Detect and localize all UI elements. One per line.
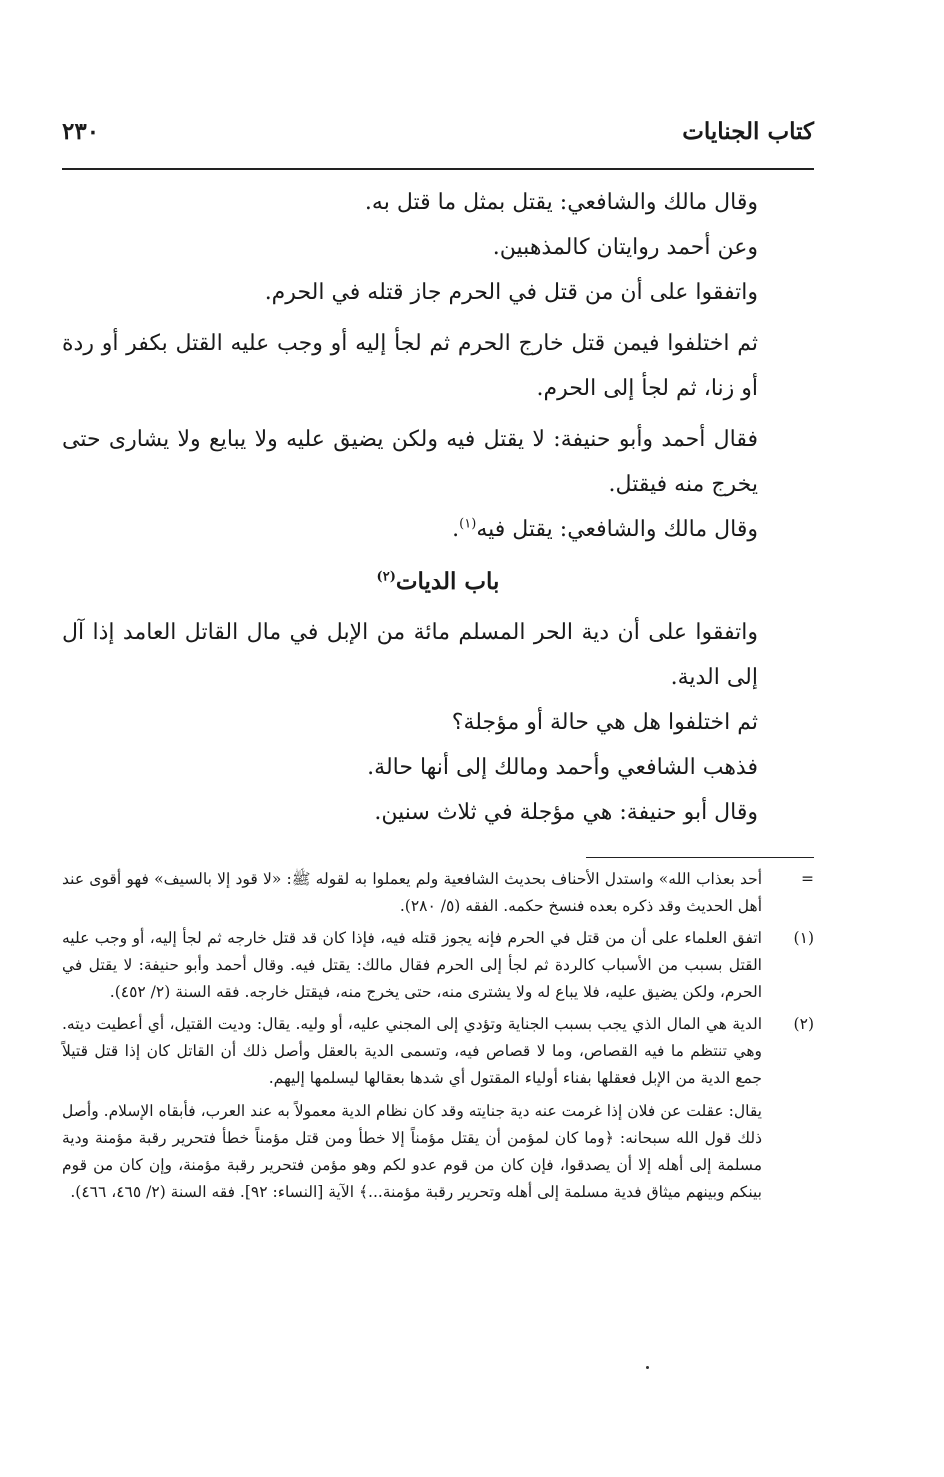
footnote: [62, 866, 814, 920]
footnote-mark: =: [801, 870, 814, 888]
book-title: كتاب الجنايات: [682, 118, 814, 145]
footnote-text: يقال: عقلت عن فلان إذا غرمت عنه دية جنايته وقد كان نظام الدية معمولاً به عند العرب، فأبقاه الإسلام. وأصل ذلك قول الله سبحانه: ﴿وما كان لمؤمن أن يقتل مؤمناً إلا خطأ ومن قتل مؤمناً خطأ فتحرير رقبة مؤمنة ودية مسلمة إلى أهله إلا أن يصدقوا، فإن كان من قوم عدو لكم وهو مؤمن فتحرير رقبة مؤمنة، وإن كان من قوم بينكم وبينهم ميثاق فدية مسلمة إلى أهله وتحرير رقبة مؤمنة...﴾ الآية [النساء: ٩٢]. فقه السنة (٢/ ٤٦٥، ٤٦٦).: [62, 1102, 762, 1201]
footnote-body: [62, 866, 762, 920]
paragraph: وقال مالك والشافعي: يقتل بمثل ما قتل به.: [364, 190, 758, 215]
footnote-body: [62, 925, 762, 1006]
footnote-mark: (١): [793, 929, 814, 947]
footnote-reference: (٢): [376, 569, 396, 585]
section-heading: [62, 560, 814, 604]
footnote-text: أحد بعذاب الله» واستدل الأحناف بحديث الشافعية ولم يعملوا به لقوله ﷺ: «لا قود إلا بالسيف» فهو أقوى عند أهل الحديث وقد ذكره بعده فنسخ حكمه. الفقه (٥/ ٢٨٠).: [62, 870, 762, 915]
footnote: [62, 1011, 814, 1206]
footnote: [62, 925, 814, 1006]
footnote-mark: (٢): [793, 1015, 814, 1033]
paragraph: واتفقوا على أن دية الحر المسلم مائة من الإبل في مال القاتل العامد إذا آل إلى الدية.: [62, 620, 758, 690]
main-text: [62, 180, 814, 835]
footnote-divider: [586, 857, 814, 858]
running-header: [62, 118, 814, 170]
paragraph-end: .: [452, 517, 460, 542]
paragraph: ثم اختلفوا هل هي حالة أو مؤجلة؟: [451, 710, 758, 735]
paragraph-text: وقال مالك والشافعي: يقتل فيه: [476, 517, 758, 542]
footnotes: [62, 866, 814, 1206]
footnote-body: [62, 1011, 762, 1206]
footnote-reference: (١): [459, 516, 477, 532]
section-heading-text: باب الديات: [395, 568, 500, 595]
paragraph: فقال أحمد وأبو حنيفة: لا يقتل فيه ولكن يضيق عليه ولا يبايع ولا يشارى حتى يخرج منه فيقتل.: [62, 427, 758, 497]
footnote-text: اتفق العلماء على أن من قتل في الحرم فإنه يجوز قتله فيه، فإذا كان قد قتل خارجه ثم لجأ إليه، أو وجب عليه القتل بسبب من الأسباب كالردة ثم لجأ إلى الحرم فقال مالك: يقتل فيه. وقال أحمد وأبو حنيفة: لا يقتل في الحرم، ولكن يضيق عليه، فلا يباع له ولا يشترى منه، حتى يخرج منه، فيقتل خارجه. فقه السنة (٢/ ٤٥٢).: [62, 929, 762, 1001]
paragraph: فذهب الشافعي وأحمد ومالك إلى أنها حالة.: [367, 755, 758, 780]
paragraph: [62, 507, 814, 552]
scan-speck: [646, 1366, 649, 1369]
paragraph: ثم اختلفوا فيمن قتل خارج الحرم ثم لجأ إليه أو وجب عليه القتل بكفر أو ردة أو زنا، ثم لجأ إلى الحرم.: [62, 331, 758, 401]
page-number: ٢٣٠: [62, 118, 100, 145]
paragraph: وعن أحمد روايتان كالمذهبين.: [492, 235, 758, 260]
paragraph: وقال أبو حنيفة: هي مؤجلة في ثلاث سنين.: [374, 800, 758, 825]
book-page: [62, 118, 814, 1211]
paragraph: واتفقوا على أن من قتل في الحرم جاز قتله في الحرم.: [264, 280, 758, 305]
footnote-text: الدية هي المال الذي يجب بسبب الجناية وتؤدي إلى المجني عليه، أو وليه. يقال: وديت القتيل، أي أعطيت ديته. وهي تنتظم ما فيه القصاص، وما لا قصاص فيه، وتسمى الدية بالعقل وأصل ذلك أن القاتل كان إذا قتل قتيلاً جمع الدية من الإبل فعقلها بفناء أولياء المقتول أي شدها بعقالها ليسلمها إليهم.: [62, 1015, 762, 1087]
